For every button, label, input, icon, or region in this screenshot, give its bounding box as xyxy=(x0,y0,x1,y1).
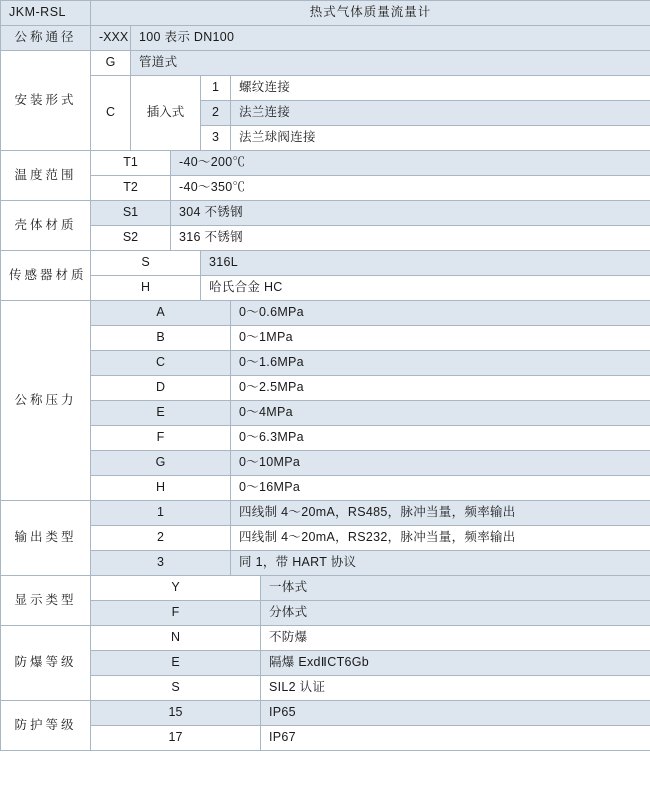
row-label-shell: 壳体材质 xyxy=(1,201,91,251)
diameter-code: -XXX xyxy=(91,26,131,51)
protection-value-ip65: IP65 xyxy=(261,701,650,726)
display-value-integral: 一体式 xyxy=(261,576,650,601)
row-label-mounting: 安装形式 xyxy=(1,51,91,151)
output-code-1: 1 xyxy=(91,501,231,526)
protection-code-15: 15 xyxy=(91,701,261,726)
display-code-f: F xyxy=(91,601,261,626)
table-row-shell-1 xyxy=(1,201,650,226)
table-row-display-2 xyxy=(1,601,650,626)
row-label-pressure: 公称压力 xyxy=(1,301,91,501)
table-row-pressure-1 xyxy=(1,301,650,326)
mounting-value-thread: 螺纹连接 xyxy=(231,76,650,101)
table-row-protection-2 xyxy=(1,726,650,751)
mounting-sub-2: 2 xyxy=(201,101,231,126)
diameter-value: 100 表示 DN100 xyxy=(131,26,650,51)
output-code-2: 2 xyxy=(91,526,231,551)
explosion-code-e: E xyxy=(91,651,261,676)
pressure-code-h: H xyxy=(91,476,231,501)
output-value-3: 同 1，带 HART 协议 xyxy=(231,551,650,576)
pressure-value-f: 0～6.3MPa xyxy=(231,426,650,451)
table-row-output-2 xyxy=(1,526,650,551)
mounting-code-c: C xyxy=(91,76,131,151)
table-row-mounting-1 xyxy=(1,51,650,76)
table-row-explosion-2 xyxy=(1,651,650,676)
row-label-temperature: 温度范围 xyxy=(1,151,91,201)
pressure-value-a: 0～0.6MPa xyxy=(231,301,650,326)
table-row-pressure-8 xyxy=(1,476,650,501)
output-value-1: 四线制 4～20mA，RS485，脉冲当量，频率输出 xyxy=(231,501,650,526)
table-row-explosion-1 xyxy=(1,626,650,651)
pressure-value-d: 0～2.5MPa xyxy=(231,376,650,401)
table-row-display-1 xyxy=(1,576,650,601)
pressure-code-a: A xyxy=(91,301,231,326)
mounting-sub-1: 1 xyxy=(201,76,231,101)
table-row-pressure-7 xyxy=(1,451,650,476)
pressure-code-g: G xyxy=(91,451,231,476)
output-code-3: 3 xyxy=(91,551,231,576)
mounting-value-ballvalve: 法兰球阀连接 xyxy=(231,126,650,151)
pressure-code-e: E xyxy=(91,401,231,426)
mounting-insert-label: 插入式 xyxy=(131,76,201,151)
page-title: 热式气体质量流量计 xyxy=(91,1,650,26)
explosion-value-none: 不防爆 xyxy=(261,626,650,651)
table-row-temperature-1 xyxy=(1,151,650,176)
row-label-protection: 防护等级 xyxy=(1,701,91,751)
table-row-pressure-4 xyxy=(1,376,650,401)
table-row-pressure-5 xyxy=(1,401,650,426)
explosion-value-exd: 隔爆 ExdⅡCT6Gb xyxy=(261,651,650,676)
shell-value-304: 304 不锈钢 xyxy=(171,201,650,226)
explosion-value-sil2: SIL2 认证 xyxy=(261,676,650,701)
sensor-value-316l: 316L xyxy=(201,251,650,276)
table-row-output-3 xyxy=(1,551,650,576)
pressure-code-b: B xyxy=(91,326,231,351)
table-row-sensor-1 xyxy=(1,251,650,276)
mounting-value-flange: 法兰连接 xyxy=(231,101,650,126)
table-row-protection-1 xyxy=(1,701,650,726)
pressure-code-d: D xyxy=(91,376,231,401)
table-row-header xyxy=(1,1,650,26)
temperature-code-t2: T2 xyxy=(91,176,171,201)
pressure-value-c: 0～1.6MPa xyxy=(231,351,650,376)
explosion-code-s: S xyxy=(91,676,261,701)
pressure-value-b: 0～1MPa xyxy=(231,326,650,351)
table-row-explosion-3 xyxy=(1,676,650,701)
pressure-code-f: F xyxy=(91,426,231,451)
table-row-sensor-2 xyxy=(1,276,650,301)
model-code: JKM-RSL xyxy=(1,1,91,26)
table-row-pressure-6 xyxy=(1,426,650,451)
protection-code-17: 17 xyxy=(91,726,261,751)
row-label-explosion: 防爆等级 xyxy=(1,626,91,701)
row-label-output: 输出类型 xyxy=(1,501,91,576)
display-code-y: Y xyxy=(91,576,261,601)
explosion-code-n: N xyxy=(91,626,261,651)
mounting-value-pipeline: 管道式 xyxy=(131,51,650,76)
row-label-diameter: 公称通径 xyxy=(1,26,91,51)
protection-value-ip67: IP67 xyxy=(261,726,650,751)
pressure-value-e: 0～4MPa xyxy=(231,401,650,426)
sensor-code-h: H xyxy=(91,276,201,301)
mounting-code-g: G xyxy=(91,51,131,76)
row-label-display: 显示类型 xyxy=(1,576,91,626)
shell-code-s1: S1 xyxy=(91,201,171,226)
table-row-mounting-2 xyxy=(1,76,650,101)
sensor-value-hastelloy: 哈氏合金 HC xyxy=(201,276,650,301)
table-row-diameter xyxy=(1,26,650,51)
temperature-code-t1: T1 xyxy=(91,151,171,176)
shell-value-316: 316 不锈钢 xyxy=(171,226,650,251)
temperature-value-t2: -40～350℃ xyxy=(171,176,650,201)
table-row-pressure-2 xyxy=(1,326,650,351)
mounting-sub-3: 3 xyxy=(201,126,231,151)
output-value-2: 四线制 4～20mA，RS232，脉冲当量，频率输出 xyxy=(231,526,650,551)
pressure-value-h: 0～16MPa xyxy=(231,476,650,501)
sensor-code-s: S xyxy=(91,251,201,276)
pressure-code-c: C xyxy=(91,351,231,376)
pressure-value-g: 0～10MPa xyxy=(231,451,650,476)
shell-code-s2: S2 xyxy=(91,226,171,251)
table-row-output-1 xyxy=(1,501,650,526)
temperature-value-t1: -40～200℃ xyxy=(171,151,650,176)
table-row-shell-2 xyxy=(1,226,650,251)
row-label-sensor: 传感器材质 xyxy=(1,251,91,301)
display-value-separate: 分体式 xyxy=(261,601,650,626)
table-row-temperature-2 xyxy=(1,176,650,201)
table-row-pressure-3 xyxy=(1,351,650,376)
